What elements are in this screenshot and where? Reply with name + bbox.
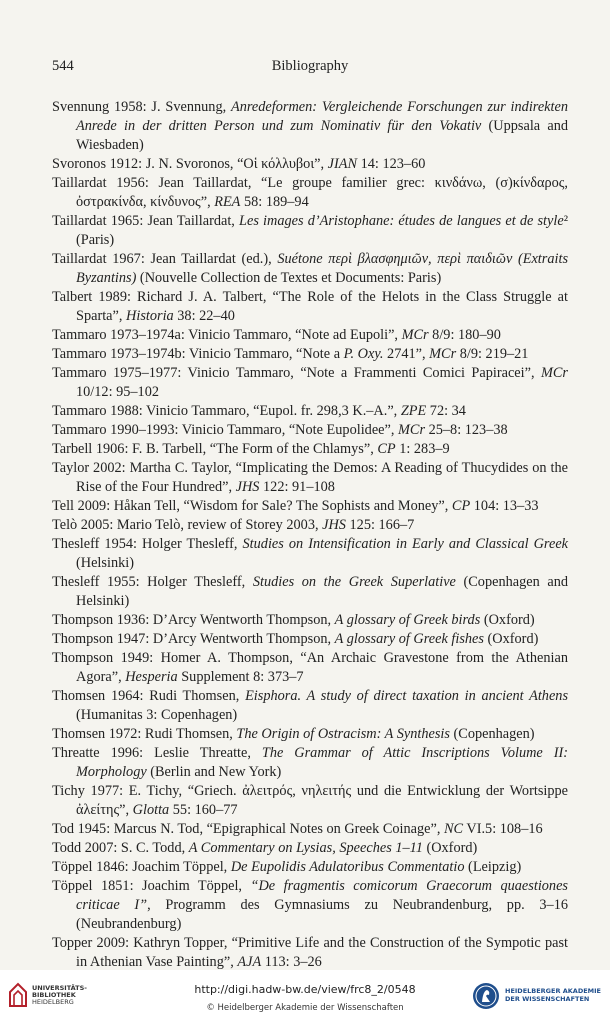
entry-italic-text: JHS bbox=[322, 517, 346, 533]
entry-text: 104: 13–33 bbox=[470, 498, 539, 514]
entry-text: Tammaro 1973–1974a: Vinicio Tammaro, “Note ad Eupoli”, bbox=[52, 327, 402, 343]
bibliography-entry bbox=[52, 212, 568, 250]
entry-text: Telò 2005: Mario Telò, review of Storey 2003, bbox=[52, 517, 323, 533]
bibliography-entry bbox=[52, 820, 568, 839]
page-number: 544 bbox=[52, 58, 74, 74]
entry-text: Töppel 1851: Joachim Töppel, bbox=[52, 878, 251, 894]
bibliography-entry bbox=[52, 345, 568, 364]
bibliography-entry bbox=[52, 934, 568, 972]
entry-text: ² (Paris) bbox=[76, 213, 568, 248]
entry-text: 122: 91–108 bbox=[259, 479, 335, 495]
bibliography-entry bbox=[52, 288, 568, 326]
academy-name: HEIDELBERGER AKADEMIE DER WISSENSCHAFTEN bbox=[505, 987, 601, 1003]
entry-italic-text: Eisphora. A study of direct taxation in ancient Athens bbox=[245, 688, 569, 704]
entry-italic-text: The Origin of Ostracism: A Synthesis bbox=[236, 726, 450, 742]
entry-italic-text: Studies on the Greek Superlative bbox=[252, 574, 456, 590]
entry-text: Töppel 1846: Joachim Töppel, bbox=[52, 859, 231, 875]
bibliography-entry bbox=[52, 402, 568, 421]
entry-italic-text: Studies on Intensification in Early and Classical Greek bbox=[242, 536, 569, 552]
university-library-name: UNIVERSITÄTS- BIBLIOTHEK HEIDELBERG bbox=[32, 984, 87, 1006]
entry-italic-text: Les images d’Aristophane: études de langues et de style bbox=[239, 213, 564, 229]
entry-text: Taillardat 1956: Jean Taillardat, “Le groupe familier grec: κινδάνω, (σ)κίνδαρος, ὀστρακίνδα, κίνδυνος”, bbox=[52, 175, 568, 210]
entry-italic-text: MCr bbox=[429, 346, 457, 362]
entry-italic-text: JIAN bbox=[327, 156, 358, 172]
entry-text: Tammaro 1973–1974b: Vinicio Tammaro, “Note a bbox=[52, 346, 344, 362]
bibliography-entry bbox=[52, 250, 568, 288]
entry-text: Tammaro 1990–1993: Vinicio Tammaro, “Note Eupolidee”, bbox=[52, 422, 399, 438]
bibliography-entry bbox=[52, 497, 568, 516]
footer-bar bbox=[0, 970, 610, 1019]
bibliography-entry bbox=[52, 421, 568, 440]
entry-text: 10/12: 95–102 bbox=[76, 384, 160, 400]
entry-text: 72: 34 bbox=[426, 403, 466, 419]
bibliography-entry bbox=[52, 630, 568, 649]
entry-italic-text: MCr bbox=[540, 365, 568, 381]
entry-italic-text: A glossary of Greek birds bbox=[334, 612, 481, 628]
entry-text: Thomsen 1964: Rudi Thomsen, bbox=[52, 688, 246, 704]
entry-text: (Berlin and New York) bbox=[146, 764, 282, 780]
entry-text: Thomsen 1972: Rudi Thomsen, bbox=[52, 726, 237, 742]
entry-italic-text: Suétone περὶ βλασφημιῶν, περὶ παιδιῶν (Extraits Byzantins) bbox=[76, 251, 569, 286]
bibliography-entry bbox=[52, 326, 568, 345]
entry-italic-text: Historia bbox=[126, 308, 174, 324]
entry-text: (Copenhagen and Helsinki) bbox=[76, 574, 569, 609]
entry-italic-text: REA bbox=[214, 194, 241, 210]
entry-text: Svennung 1958: J. Svennung, bbox=[52, 99, 232, 115]
entry-text: Svoronos 1912: J. N. Svoronos, “Οἱ κόλλυβοι”, bbox=[52, 156, 328, 172]
entry-text: Thesleff 1955: Holger Thesleff, bbox=[52, 574, 253, 590]
bibliography-entry bbox=[52, 98, 568, 155]
bibliography-entry bbox=[52, 155, 568, 174]
entry-text: Tammaro 1988: Vinicio Tammaro, “Eupol. fr. 298,3 K.–A.”, bbox=[52, 403, 401, 419]
entry-text: 58: 189–94 bbox=[240, 194, 309, 210]
entry-italic-text: JHS bbox=[235, 479, 260, 495]
entry-italic-text: The Grammar of Attic Inscriptions Volume II: Morphology bbox=[76, 745, 569, 780]
entry-text: 125: 166–7 bbox=[345, 517, 415, 533]
entry-text: , Programm des Gymnasiums zu Neubrandenburg, pp. 3–16 (Neubrandenburg) bbox=[76, 897, 569, 932]
entry-text: Taillardat 1965: Jean Taillardat, bbox=[52, 213, 240, 229]
entry-text: 14: 123–60 bbox=[357, 156, 426, 172]
entry-text: Taylor 2002: Martha C. Taylor, “Implicating the Demos: A Reading of Thucydides on the Rise of the Four Hundred”, bbox=[52, 460, 568, 495]
bibliography-entry bbox=[52, 687, 568, 725]
entry-text: Tammaro 1975–1977: Vinicio Tammaro, “Note a Frammenti Comici Papiracei”, bbox=[52, 365, 541, 381]
entry-italic-text: NC bbox=[444, 821, 464, 837]
entry-text: Thompson 1949: Homer A. Thompson, “An Archaic Gravestone from the Athenian Agora”, bbox=[52, 650, 568, 685]
entry-text: 55: 160–77 bbox=[169, 802, 238, 818]
entry-italic-text: MCr bbox=[401, 327, 429, 343]
entry-text: (Humanitas 3: Copenhagen) bbox=[76, 707, 238, 723]
entry-text: (Oxford) bbox=[480, 612, 535, 628]
entry-text: Thompson 1947: D’Arcy Wentworth Thompson, bbox=[52, 631, 335, 647]
page-header bbox=[52, 58, 568, 78]
entry-text: 8/9: 180–90 bbox=[428, 327, 501, 343]
permalink-url[interactable]: http://digi.hadw-bw.de/view/frc8_2/0548 bbox=[194, 983, 416, 996]
entry-italic-text: P. Oxy. bbox=[343, 346, 384, 362]
entry-text: 8/9: 219–21 bbox=[456, 346, 529, 362]
entry-text: Tarbell 1906: F. B. Tarbell, “The Form of the Chlamys”, bbox=[52, 441, 378, 457]
entry-italic-text: “De fragmentis comicorum Graecorum quaestiones criticae I” bbox=[76, 878, 568, 913]
bibliography-entry bbox=[52, 364, 568, 402]
entry-text: 38: 22–40 bbox=[173, 308, 235, 324]
entry-text: Tell 2009: Håkan Tell, “Wisdom for Sale? The Sophists and Money”, bbox=[52, 498, 452, 514]
entry-text: (Uppsala and Wiesbaden) bbox=[76, 118, 569, 153]
entry-italic-text: MCr bbox=[398, 422, 426, 438]
bibliography-entry bbox=[52, 535, 568, 573]
bibliography-entry bbox=[52, 725, 568, 744]
entry-text: VI.5: 108–16 bbox=[463, 821, 543, 837]
entry-text: Tichy 1977: E. Tichy, “Griech. ἀλειτρός, νηλειτής und die Entwicklung der Wortsippe ἀλείτης”, bbox=[52, 783, 568, 818]
bibliography-entry bbox=[52, 839, 568, 858]
entry-italic-text: AJA bbox=[237, 954, 262, 970]
bibliography-entry bbox=[52, 573, 568, 611]
entry-italic-text: ZPE bbox=[400, 403, 427, 419]
entry-text: Taillardat 1967: Jean Taillardat (ed.), bbox=[52, 251, 278, 267]
entry-text: Supplement 8: 373–7 bbox=[177, 669, 304, 685]
bibliography-entry bbox=[52, 744, 568, 782]
entry-text: Thompson 1936: D’Arcy Wentworth Thompson, bbox=[52, 612, 335, 628]
entry-text: 113: 3–26 bbox=[261, 954, 322, 970]
entry-text: Talbert 1989: Richard J. A. Talbert, “The Role of the Helots in the Class Struggle at Sparta”, bbox=[52, 289, 568, 324]
entry-text: Tod 1945: Marcus N. Tod, “Epigraphical Notes on Greek Coinage”, bbox=[52, 821, 444, 837]
bibliography-entry bbox=[52, 174, 568, 212]
entry-italic-text: Glotta bbox=[132, 802, 170, 818]
entry-text: (Oxford) bbox=[422, 840, 478, 856]
bibliography-entry bbox=[52, 459, 568, 497]
academy-seal-icon bbox=[472, 982, 500, 1010]
entry-italic-text: A Commentary on Lysias, Speeches 1–11 bbox=[188, 840, 423, 856]
entry-text: 1: 283–9 bbox=[395, 441, 450, 457]
entry-text: Thesleff 1954: Holger Thesleff, bbox=[52, 536, 243, 552]
bibliography-entry bbox=[52, 440, 568, 459]
bibliography-entry bbox=[52, 649, 568, 687]
entry-text: (Copenhagen) bbox=[449, 726, 535, 742]
bibliography-entry bbox=[52, 611, 568, 630]
entry-text: Threatte 1996: Leslie Threatte, bbox=[52, 745, 262, 761]
entry-text: Todd 2007: S. C. Todd, bbox=[52, 840, 189, 856]
entry-italic-text: CP bbox=[451, 498, 471, 514]
entry-italic-text: De Eupolidis Adulatoribus Commentatio bbox=[230, 859, 465, 875]
running-title: Bibliography bbox=[271, 58, 349, 74]
entry-text: (Oxford) bbox=[483, 631, 539, 647]
entry-text: 25–8: 123–38 bbox=[425, 422, 508, 438]
entry-text: (Helsinki) bbox=[76, 555, 134, 571]
entry-text: Topper 2009: Kathryn Topper, “Primitive Life and the Construction of the Sympotic past in Athenian Vase Painting”, bbox=[52, 935, 568, 970]
entry-text: 2741”, bbox=[383, 346, 430, 362]
entry-italic-text: CP bbox=[377, 441, 396, 457]
bibliography-entry bbox=[52, 877, 568, 934]
bibliography-list bbox=[52, 98, 568, 972]
entry-italic-text: Hesperia bbox=[125, 669, 178, 685]
bibliography-entry bbox=[52, 782, 568, 820]
copyright-notice: © Heidelberger Akademie der Wissenschaften bbox=[206, 1003, 404, 1013]
bibliography-entry bbox=[52, 858, 568, 877]
bibliography-entry bbox=[52, 516, 568, 535]
entry-text: (Nouvelle Collection de Textes et Documents: Paris) bbox=[136, 270, 442, 286]
entry-text: (Leipzig) bbox=[464, 859, 522, 875]
entry-italic-text: Anredeformen: Vergleichende Forschungen zur indirekten Anrede in der dritten Person und zum Nominativ für den Vokativ bbox=[76, 99, 568, 134]
entry-italic-text: A glossary of Greek fishes bbox=[334, 631, 484, 647]
